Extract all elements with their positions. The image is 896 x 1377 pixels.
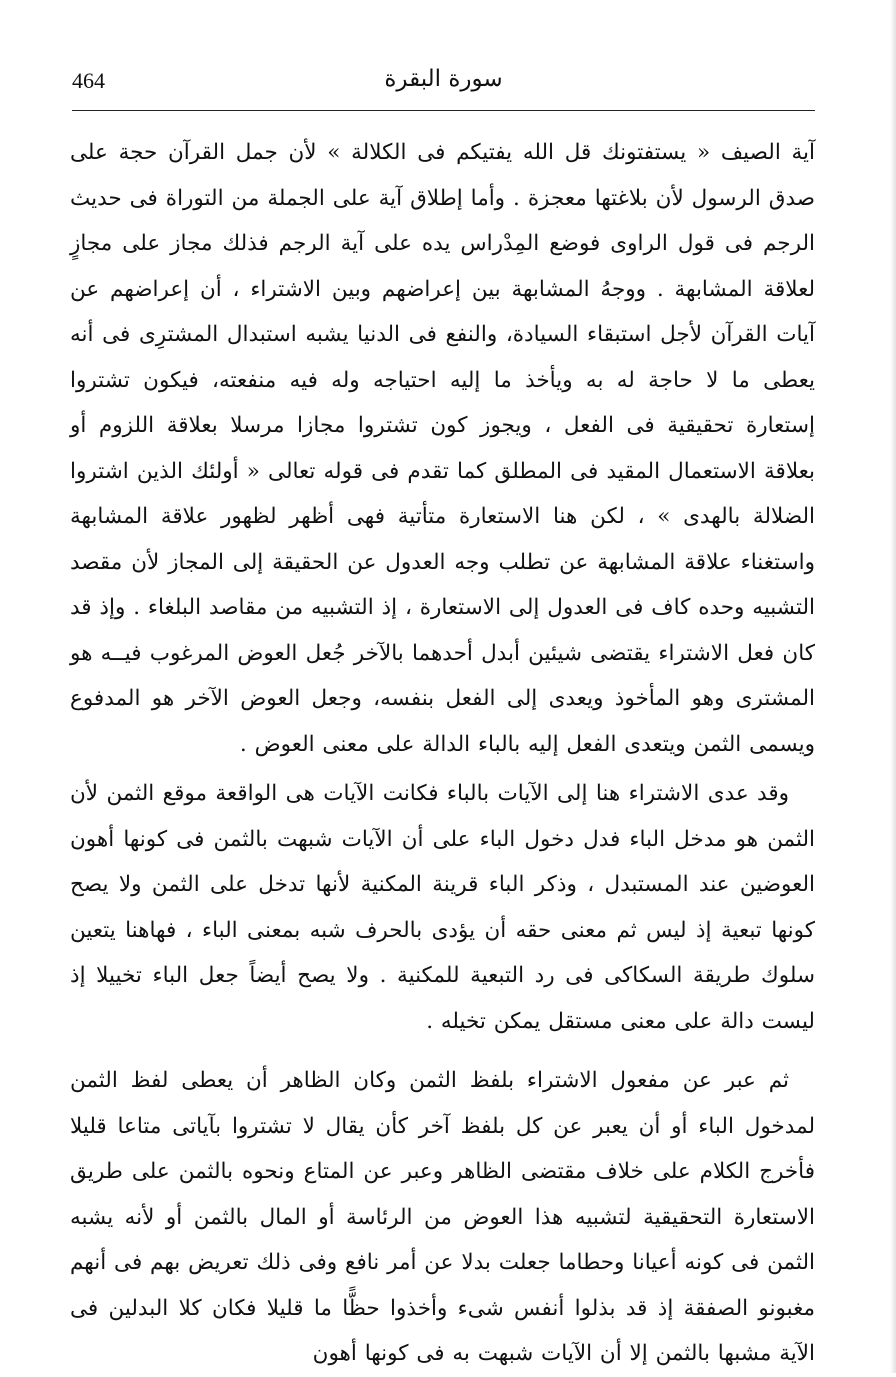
surah-title: سورة البقرة xyxy=(384,66,503,92)
body-text xyxy=(70,130,815,1377)
header-divider xyxy=(72,110,815,111)
page-edge-shadow xyxy=(890,0,896,1373)
page-number: 464 xyxy=(72,68,105,93)
paragraph-2: وقد عدى الاشتراء هنا إلى الآيات بالباء فكانت الآيات هى الواقعة موقع الثمن لأن الثمن هو مدخل الباء فدل دخول الباء على أن الآيات شبهت بالثمن فى كونها أهون العوضين عند المستبدل ، وذكر الباء قرينة المكنية لأنها تدخل على الثمن ولا يصح كونها تبعية إذ ليس ثم معنى حقه أن يؤدى بالحرف شبه بمعنى الباء ، فهاهنا يتعين سلوك طريقة السكاكى فى رد التبعية للمكنية . ولا يصح أيضاً جعل الباء تخييلا إذ ليست دالة على معنى مستقل يمكن تخيله . xyxy=(70,781,815,1034)
page-header xyxy=(72,64,815,106)
paragraph-1: آية الصيف « يستفتونك قل الله يفتيكم فى الكلالة » لأن جمل القرآن حجة على صدق الرسول لأن بلاغتها معجزة . وأما إطلاق آية على الجملة من التوراة فى حديث الرجم فى قول الراوى فوضع المِدْراس يده على آية الرجم فذلك مجاز على مجازٍ لعلاقة المشابهة . ووجهُ المشابهة بين إعراضهم وبين الاشتراء ، أن إعراضهم عن آيات القرآن لأجل استبقاء السيادة، والنفع فى الدنيا يشبه استبدال المشترِى فى أنه يعطى ما لا حاجة له به ويأخذ ما إليه احتياجه وله فيه منفعته، فيكون تشتروا إستعارة تحقيقية فى الفعل ، ويجوز كون تشتروا مجازا مرسلا بعلاقة اللزوم أو بعلاقة الاستعمال المقيد فى المطلق كما تقدم فى قوله تعالى « أولئك الذين اشتروا الضلالة بالهدى » ، لكن هنا الاستعارة متأتية فهى أظهر لظهور علاقة المشابهة واستغناء علاقة المشابهة عن تطلب وجه العدول عن الحقيقة إلى المجاز لأن مقصد التشبيه وحده كاف فى العدول إلى الاستعارة ، إذ التشبيه من مقاصد البلغاء . وإذ قد كان فعل الاشتراء يقتضى شيئين أبدل أحدهما بالآخر جُعل العوض المرغوب فيــه هو المشترى وهو المأخوذ ويعدى إلى الفعل بنفسه، وجعل العوض الآخر هو المدفوع ويسمى الثمن ويتعدى الفعل إليه بالباء الدالة على معنى العوض . xyxy=(70,140,815,757)
paragraph-3: ثم عبر عن مفعول الاشتراء بلفظ الثمن وكان الظاهر أن يعطى لفظ الثمن لمدخول الباء أو أن يعبر عن كل بلفظ آخر كأن يقال لا تشتروا بآياتى متاعا قليلا فأخرج الكلام على خلاف مقتضى الظاهر وعبر عن المتاع ونحوه بالثمن على طريق الاستعارة التحقيقية لتشبيه هذا العوض من الرئاسة أو المال بالثمن أو لأنه يشبه الثمن فى كونه أعيانا وحطاما جعلت بدلا عن أمر نافع وفى ذلك تعريض بهم فى أنهم مغبونو الصفقة إذ قد بذلوا أنفس شىء وأخذوا حظًّا ما قليلا فكان كلا البدلين فى الآية مشبها بالثمن إلا أن الآيات شبهت به فى كونها أهون xyxy=(70,1068,815,1366)
